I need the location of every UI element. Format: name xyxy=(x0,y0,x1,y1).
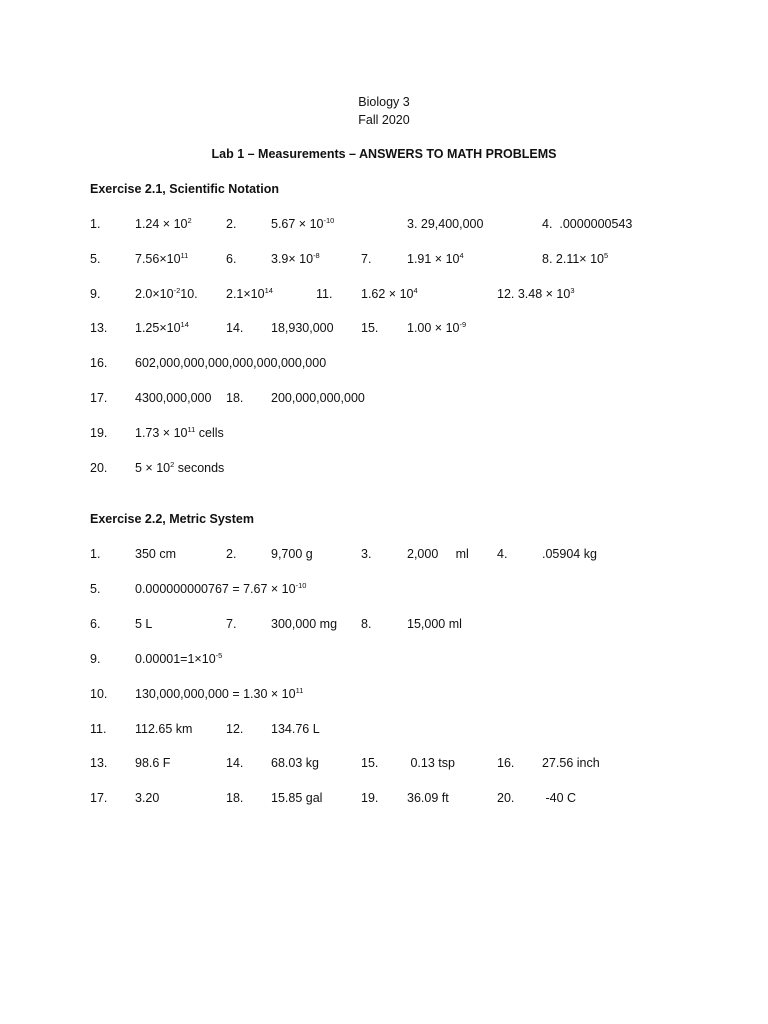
exercise-2-1-row xyxy=(0,286,768,304)
exponent: -10 xyxy=(323,216,335,225)
exponent: -9 xyxy=(459,320,467,329)
answer-value: $1.62 \times 10^4$ xyxy=(361,286,418,301)
answer-value: 9,700 g xyxy=(271,547,313,561)
problem-number: 14. xyxy=(226,321,244,335)
problem-number: 12. xyxy=(226,722,244,736)
exponent: 4 xyxy=(459,251,464,260)
answer-value: 15.85 gal xyxy=(271,791,323,805)
answer-value: $0.00001=1\times 10^{-5}$ xyxy=(135,651,223,666)
answer-value: 4300,000,000 xyxy=(135,391,212,405)
problem-number: 16. xyxy=(90,356,108,370)
problem-number: 1. xyxy=(90,547,101,561)
exercise-2-2-row xyxy=(0,790,768,808)
exercise-2-1-row xyxy=(0,460,768,478)
answer-value: $1.00 \times 10^{-9}$ xyxy=(407,320,467,335)
exponent: 14 xyxy=(264,286,273,295)
exercise-2-1-row xyxy=(0,355,768,373)
exponent: 3 xyxy=(570,286,575,295)
answer-value: 18,930,000 xyxy=(271,321,334,335)
exercise-2-2-row xyxy=(0,686,768,704)
problem-number: 9. xyxy=(90,287,101,301)
exponent: 2 xyxy=(187,216,192,225)
answer-value: 11. xyxy=(316,287,333,301)
exponent: -8 xyxy=(313,251,320,260)
problem-number: 5. xyxy=(90,252,101,266)
problem-number: 10. xyxy=(90,687,108,701)
answer-value: 68.03 kg xyxy=(271,756,319,770)
answer-value: 98.6 F xyxy=(135,756,171,770)
answer-value: $130,000,000,000 = 1.30 \times 10^{11}$ xyxy=(135,686,304,701)
exercise-2-1-row xyxy=(0,425,768,443)
problem-number: 19. xyxy=(90,426,108,440)
problem-number: 15. xyxy=(361,756,379,770)
exercise-2-2-row xyxy=(0,721,768,739)
exercise-2-2-row xyxy=(0,616,768,634)
problem-number: 5. xyxy=(90,582,101,596)
course-name: Biology 3 xyxy=(358,95,410,109)
problem-number: 15. xyxy=(361,321,379,335)
answer-value: 27.56 inch xyxy=(542,756,600,770)
answer-value: 5 L xyxy=(135,617,153,631)
problem-number: 6. xyxy=(90,617,101,631)
problem-number: 2. xyxy=(226,547,237,561)
problem-number: 6. xyxy=(226,252,237,266)
problem-number: 1. xyxy=(90,217,101,231)
exponent: -2 xyxy=(173,286,181,295)
exercise-2-1-row xyxy=(0,390,768,408)
problem-number: 17. xyxy=(90,791,108,805)
answer-value: $1.25\times 10^{14}$ xyxy=(135,320,189,335)
answer-value: 8. $2.11\times 10^5$ xyxy=(542,251,609,266)
answer-value: $1.73 \times 10^{11}$ cells xyxy=(135,425,224,440)
answer-value: $1.91 \times 10^4$ xyxy=(407,251,464,266)
exercise-2-1-row xyxy=(0,320,768,338)
problem-number: 19. xyxy=(361,791,379,805)
answer-value: 200,000,000,000 xyxy=(271,391,365,405)
exponent: 14 xyxy=(180,320,189,329)
answer-value: 134.76 L xyxy=(271,722,320,736)
answer-value: 4. .0000000543 xyxy=(542,217,633,231)
exercise-2-2-row xyxy=(0,651,768,669)
exercise-2-2-row xyxy=(0,581,768,599)
answer-value: $7.56\times 10^{11}$ xyxy=(135,251,189,266)
answer-value: 3.20 xyxy=(135,791,160,805)
exponent: 5 xyxy=(603,251,609,260)
answer-value: $2.0\times 10^{-2}10$. xyxy=(135,286,198,301)
term: Fall 2020 xyxy=(358,113,410,127)
document-title: Lab 1 – Measurements – ANSWERS TO MATH PROBLEMS xyxy=(211,147,557,161)
exponent: 4 xyxy=(413,286,418,295)
exercise-2-1-row xyxy=(0,216,768,234)
answer-value: $2.1\times 10^{14}$ xyxy=(226,286,273,301)
answer-value: 602,000,000,000,000,000,000,000 xyxy=(135,356,327,370)
problem-number: 7. xyxy=(226,617,237,631)
problem-number: 11. xyxy=(90,722,107,736)
problem-number: 13. xyxy=(90,321,108,335)
answer-value: 3. 29,400,000 xyxy=(407,217,484,231)
problem-number: 2. xyxy=(226,217,237,231)
exponent: 2 xyxy=(170,460,175,469)
exponent: 11 xyxy=(295,686,304,695)
problem-number: 14. xyxy=(226,756,244,770)
problem-number: 13. xyxy=(90,756,108,770)
answer-value: 350 cm xyxy=(135,547,176,561)
problem-number: 9. xyxy=(90,652,101,666)
answer-value: $3.9\times 10^{-8}$ xyxy=(271,251,320,266)
problem-number: 8. xyxy=(361,617,372,631)
problem-number: 3. xyxy=(361,547,372,561)
exercise-2-1-heading: Exercise 2.1, Scientific Notation xyxy=(90,182,279,196)
problem-number: 18. xyxy=(226,791,244,805)
answer-value: 12. $3.48 \times 10^3$ xyxy=(497,286,575,301)
answer-value: $5.67 \times 10^{-10}$ xyxy=(271,216,335,231)
exponent: -5 xyxy=(215,651,223,660)
exercise-2-2-row xyxy=(0,546,768,564)
answer-value: $1.24 \times 10^2$ xyxy=(135,216,192,231)
answer-value: $5 \times 10^2$ seconds xyxy=(135,460,225,475)
answer-value: 0.13 tsp xyxy=(407,756,455,770)
problem-number: 7. xyxy=(361,252,372,266)
problem-number: 20. xyxy=(90,461,108,475)
answer-value: 15,000 ml xyxy=(407,617,462,631)
answer-value: $0.000000000767 = 7.67 \times 10^{-10}$ xyxy=(135,581,307,596)
answer-value: 2,000 ml xyxy=(407,547,469,561)
problem-number: 16. xyxy=(497,756,515,770)
answer-value: 36.09 ft xyxy=(407,791,449,805)
problem-number: 4. xyxy=(497,547,508,561)
answer-value: -40 C xyxy=(542,791,577,805)
problem-number: 17. xyxy=(90,391,108,405)
exercise-2-2-row xyxy=(0,755,768,773)
exponent: 11 xyxy=(187,425,196,434)
answer-value: 112.65 km xyxy=(135,722,193,736)
answer-value: 300,000 mg xyxy=(271,617,338,631)
answer-value: .05904 kg xyxy=(542,547,597,561)
problem-number: 18. xyxy=(226,391,244,405)
exercise-2-2-heading: Exercise 2.2, Metric System xyxy=(90,512,254,526)
exponent: -10 xyxy=(295,581,307,590)
exponent: 11 xyxy=(180,251,189,260)
exercise-2-1-row xyxy=(0,251,768,269)
problem-number: 20. xyxy=(497,791,515,805)
